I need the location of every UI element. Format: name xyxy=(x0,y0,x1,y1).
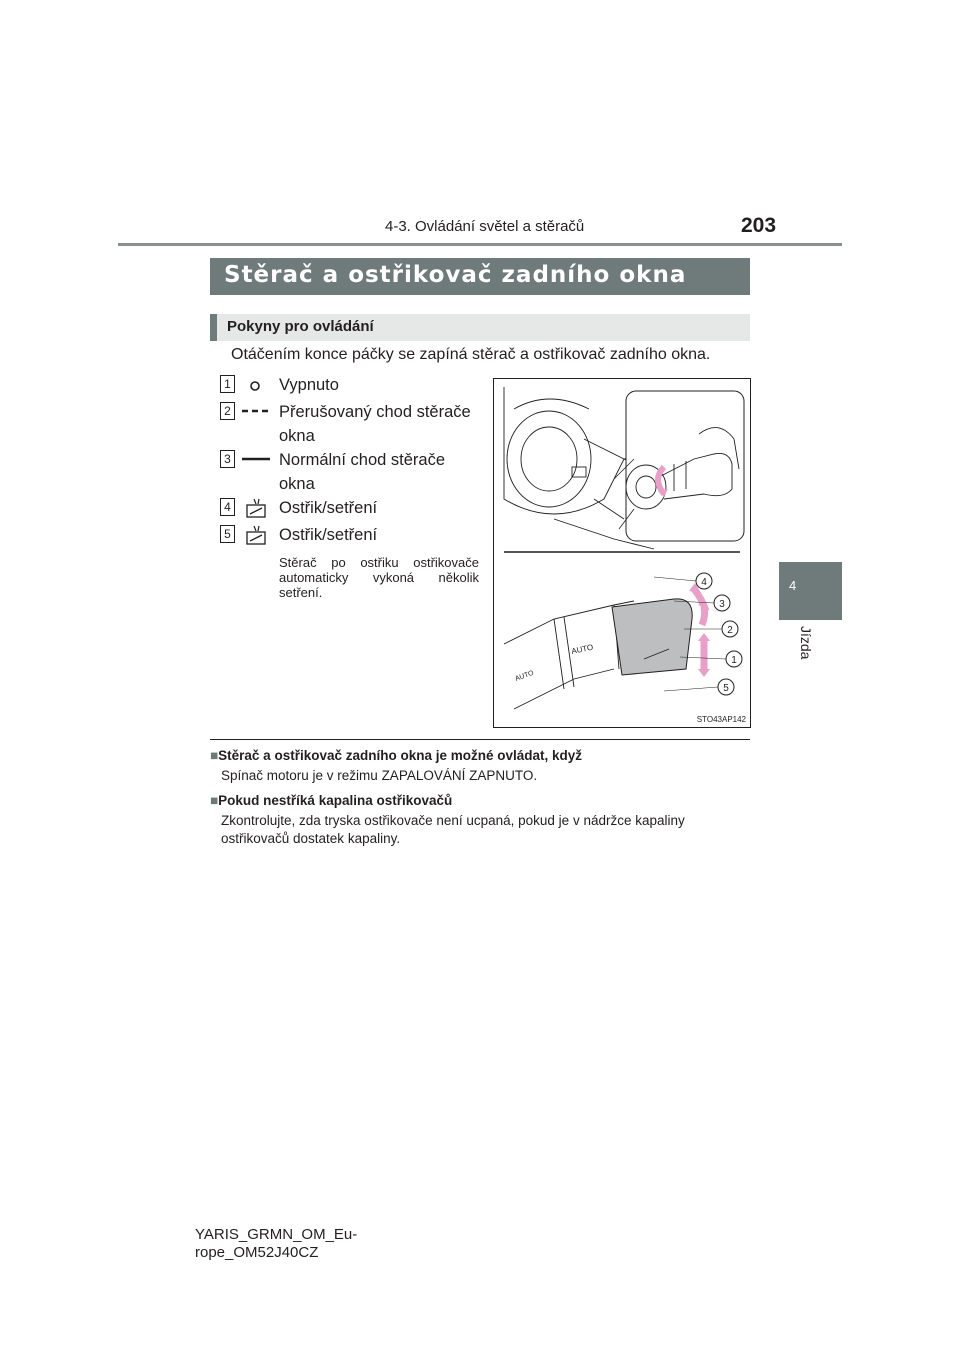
section-rule xyxy=(210,739,750,740)
item-label-3: Normální chod stěrače okna xyxy=(279,451,445,493)
page-number: 203 xyxy=(741,214,777,237)
title-bar xyxy=(210,258,750,295)
subtitle-marker xyxy=(210,314,217,341)
chapter-number: 4 xyxy=(789,578,797,593)
solid-line-icon xyxy=(241,455,271,463)
item-number-1: 1 xyxy=(220,375,235,393)
note-2 xyxy=(210,793,750,848)
note-1 xyxy=(210,748,750,785)
wiper-lever-figure xyxy=(493,378,751,728)
subtitle: Pokyny pro ovládání xyxy=(227,318,374,335)
callout-4: 4 xyxy=(701,577,707,588)
item-label-1: Vypnuto xyxy=(279,376,339,394)
callout-2: 2 xyxy=(727,625,733,636)
item-number-2: 2 xyxy=(220,402,235,420)
callout-5: 5 xyxy=(723,683,729,694)
item-label-4: Ostřik/setření xyxy=(279,499,378,517)
item-label-5: Ostřik/setření xyxy=(279,526,378,544)
footer-line-2: rope_OM52J40CZ xyxy=(195,1244,319,1261)
section-header: 4-3. Ovládání světel a stěračů xyxy=(385,218,585,235)
page-title: Stěrač a ostřikovač zadního okna xyxy=(224,262,687,288)
note-bullet-icon: ■ xyxy=(210,793,219,808)
item-5-note: Stěrač po ostřiku ostřikovače automaticky vykoná několik setření. xyxy=(279,555,479,600)
dashed-line-icon xyxy=(241,407,271,415)
callout-1: 1 xyxy=(731,655,737,666)
note-bullet-icon: ■ xyxy=(210,748,219,763)
intro-text: Otáčením konce páčky se zapíná stěrač a ostřikovač zadního okna. xyxy=(231,346,711,363)
lever-auto-main: AUTO xyxy=(570,642,595,656)
item-label-2: Přerušovaný chod stěrače okna xyxy=(279,403,471,445)
item-number-4: 4 xyxy=(220,498,235,516)
washer-icon xyxy=(245,524,267,546)
header-rule xyxy=(118,243,842,246)
washer-icon xyxy=(245,497,267,519)
lever-illustration xyxy=(494,379,750,727)
chapter-label: Jízda xyxy=(798,626,814,660)
figure-code: STO43AP142 xyxy=(696,715,746,724)
item-number-3: 3 xyxy=(220,450,235,468)
subtitle-bar xyxy=(210,314,750,341)
footer xyxy=(195,1226,357,1262)
note-1-heading: ■Stěrač a ostřikovač zadního okna je možné ovládat, když xyxy=(210,748,583,763)
note-2-heading: ■Pokud nestříká kapalina ostřikovačů xyxy=(210,793,453,808)
note-2-body: Zkontrolujte, zda tryska ostřikovače není ucpaná, pokud je v nádržce kapaliny ostřikovačů dostatek kapaliny. xyxy=(221,813,685,846)
off-circle-icon xyxy=(248,379,262,393)
lever-auto-side: AUTO xyxy=(514,669,535,683)
note-1-body: Spínač motoru je v režimu ZAPALOVÁNÍ ZAPNUTO. xyxy=(221,768,538,783)
callout-3: 3 xyxy=(719,599,725,610)
item-number-5: 5 xyxy=(220,525,235,543)
footer-line-1: YARIS_GRMN_OM_Eu- xyxy=(195,1226,358,1243)
